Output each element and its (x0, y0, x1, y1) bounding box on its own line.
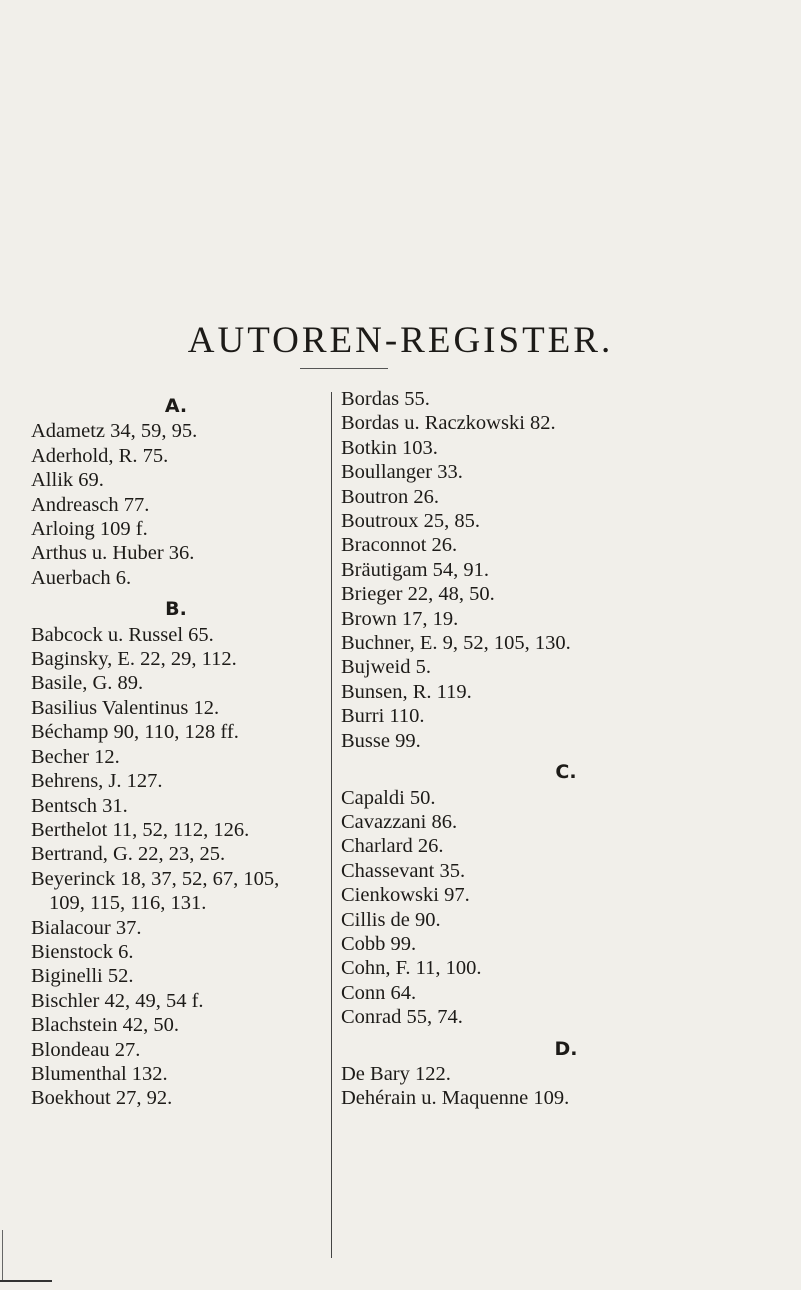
index-entry: Brown 17, 19. (341, 607, 459, 630)
index-entry: Botkin 103. (341, 436, 438, 459)
index-entry: Cavazzani 86. (341, 810, 458, 833)
index-entry: Brieger 22, 48, 50. (341, 583, 495, 606)
index-column-right (341, 387, 791, 1111)
index-entry: Boullanger 33. (341, 461, 463, 484)
index-entry: Babcock u. Russel 65. (31, 623, 214, 646)
page-edge-mark (0, 1280, 52, 1282)
index-entry: Bialacour 37. (31, 916, 142, 939)
index-entry: Auerbach 6. (31, 566, 132, 589)
section-letter-heading: D. (554, 1037, 578, 1060)
index-entry: Baginsky, E. 22, 29, 112. (31, 648, 237, 671)
index-entry: Béchamp 90, 110, 128 ff. (31, 721, 239, 744)
index-entry: Blumenthal 132. (31, 1062, 168, 1085)
index-entry: Bienstock 6. (31, 940, 134, 963)
index-entry: Cienkowski 97. (341, 884, 470, 907)
index-entry: Charlard 26. (341, 835, 444, 858)
index-entry: Bentsch 31. (31, 794, 128, 817)
index-entry: Bertrand, G. 22, 23, 25. (31, 843, 226, 866)
index-column-left (31, 387, 321, 1111)
index-entry: Conrad 55, 74. (341, 1006, 463, 1029)
index-entry: Bräutigam 54, 91. (341, 558, 490, 581)
index-entry: Braconnot 26. (341, 534, 458, 557)
index-entry: Blachstein 42, 50. (31, 1014, 180, 1037)
index-entry-continuation: 109, 115, 116, 131. (49, 892, 207, 915)
index-entry: Adametz 34, 59, 95. (31, 420, 198, 443)
index-entry: Dehérain u. Maquenne 109. (341, 1087, 570, 1110)
index-entry: Bischler 42, 49, 54 f. (31, 989, 204, 1012)
index-entry: Behrens, J. 127. (31, 770, 163, 793)
index-entry: Chassevant 35. (341, 859, 466, 882)
section-letter-heading: C. (555, 761, 577, 784)
index-entry: Biginelli 52. (31, 965, 134, 988)
index-entry: Berthelot 11, 52, 112, 126. (31, 818, 250, 841)
index-entry: Boutron 26. (341, 485, 439, 508)
index-entry: Buchner, E. 9, 52, 105, 130. (341, 632, 571, 655)
index-entry: De Bary 122. (341, 1062, 451, 1085)
index-entry: Andreasch 77. (31, 493, 150, 516)
index-entry: Bordas 55. (341, 388, 430, 410)
page-title: AUTOREN-REGISTER. (187, 319, 614, 361)
index-entry: Cohn, F. 11, 100. (341, 957, 482, 980)
page-edge-mark-vertical (2, 1230, 3, 1280)
index-entry: Boekhout 27, 92. (31, 1087, 173, 1110)
index-entry: Busse 99. (341, 729, 421, 752)
section-letter-heading: B. (165, 598, 187, 621)
index-entry: Aderhold, R. 75. (31, 444, 169, 467)
index-entry: Basilius Valentinus 12. (31, 696, 220, 719)
index-entry: Becher 12. (31, 745, 120, 768)
index-entry: Blondeau 27. (31, 1038, 141, 1061)
index-entry: Cobb 99. (341, 932, 417, 955)
index-entry: Allik 69. (31, 469, 104, 492)
index-entry: Arloing 109 f. (31, 518, 148, 541)
index-entry: Capaldi 50. (341, 786, 436, 809)
index-entry: Bordas u. Raczkowski 82. (341, 412, 556, 435)
index-entry: Cillis de 90. (341, 908, 441, 931)
index-entry: Conn 64. (341, 981, 417, 1004)
title-rule (300, 368, 388, 369)
column-divider (331, 392, 332, 1258)
index-entry: Bujweid 5. (341, 656, 431, 679)
index-entry: Beyerinck 18, 37, 52, 67, 105, (31, 867, 280, 890)
index-entry: Arthus u. Huber 36. (31, 542, 195, 565)
index-entry: Boutroux 25, 85. (341, 510, 480, 533)
index-entry: Burri 110. (341, 705, 425, 728)
section-letter-heading: A. (164, 395, 188, 417)
index-entry: Bunsen, R. 119. (341, 680, 472, 703)
index-entry: Basile, G. 89. (31, 672, 144, 695)
